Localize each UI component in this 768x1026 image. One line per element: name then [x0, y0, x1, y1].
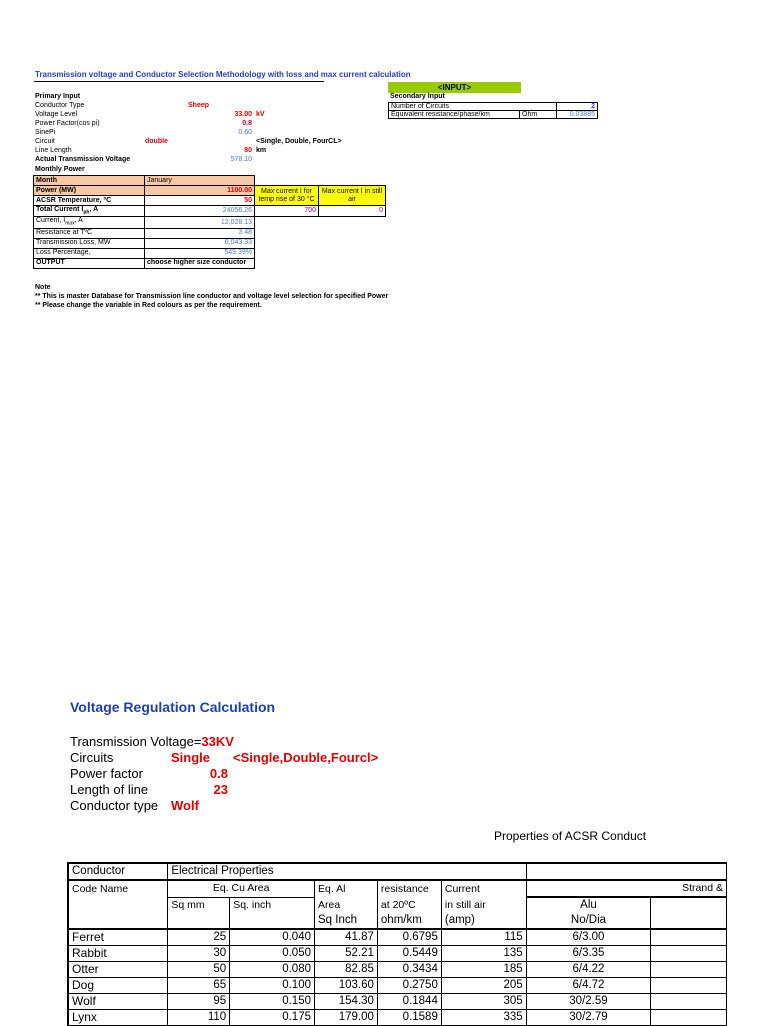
num-circuits-value[interactable]: 2: [557, 103, 598, 111]
voltage-level-label: Voltage Level: [35, 111, 78, 118]
cell-sq-inch: 0.175: [230, 1010, 315, 1026]
power-value[interactable]: 1100.00: [145, 186, 255, 196]
cell-current: 135: [441, 946, 526, 962]
vr-ctype-label: Conductor type: [70, 798, 159, 813]
max-temp-header: Max current I for temp rise of 30 °C: [255, 186, 319, 206]
circuit-options: <Single, Double, FourCL>: [256, 138, 342, 145]
cell-resistance: 0.3434: [377, 962, 441, 978]
note-label: Note: [35, 284, 51, 291]
cell-sq-inch: 0.040: [230, 929, 315, 946]
cell-sq-mm: 25: [168, 929, 230, 946]
h-code-name: Code Name: [68, 880, 168, 897]
output-label: OUTPUT: [34, 258, 145, 268]
cell-sq-inch: 0.100: [230, 978, 315, 994]
cell-current: 115: [441, 929, 526, 946]
h-strand: Strand &: [526, 880, 726, 897]
acsr-temp-label: ACSR Temperature, ºC: [34, 196, 145, 206]
month-label: Month: [34, 176, 145, 186]
circuit-label: Circuit: [35, 138, 55, 145]
h-at-20: at 20ºC: [377, 897, 441, 913]
cell-sq-mm: 65: [168, 978, 230, 994]
h-still-air: in still air: [441, 897, 526, 913]
sinepi-label: SinePi: [35, 129, 56, 136]
output-value: choose higher size conductor: [145, 258, 255, 268]
h-area: Area: [315, 897, 378, 913]
note-line-2: ** Please change the variable in Red colours as per the requirement.: [35, 302, 262, 309]
vr-pf-label: Power factor: [70, 766, 143, 781]
cell-resistance: 0.6795: [377, 929, 441, 946]
h-ohm-km: ohm/km: [377, 913, 441, 929]
loss-pct-value: 549.39%: [145, 248, 255, 258]
cell-conductor-name: Ferret: [68, 929, 168, 946]
cell-sq-mm: 30: [168, 946, 230, 962]
num-circuits-label: Number of Circuits: [389, 103, 557, 111]
table-row: [68, 929, 727, 946]
vr-title: Voltage Regulation Calculation: [70, 699, 276, 715]
cell-current: 335: [441, 1010, 526, 1026]
vr-ctype-value[interactable]: Wolf: [171, 798, 199, 813]
eq-resistance-value: 0.03885: [557, 111, 598, 119]
eq-resistance-unit: Ohm: [520, 111, 557, 119]
vr-voltage-label: Transmission Voltage=: [70, 734, 202, 749]
max-still-header: Max current I in still air: [319, 186, 386, 206]
cell-sq-inch: 0.080: [230, 962, 315, 978]
line-length-value[interactable]: 80: [244, 147, 252, 154]
voltage-level-value[interactable]: 33.00: [234, 111, 252, 118]
cell-conductor-name: Lynx: [68, 1010, 168, 1026]
table-row: [68, 978, 727, 994]
acsr-properties-table: [67, 862, 727, 1026]
total-current-label: Total Current $I_{ph}$, A: [34, 206, 145, 217]
h-electrical: Electrical Properties: [168, 863, 526, 880]
cell-eq-al-area: 179.00: [315, 1010, 378, 1026]
secondary-input-label: Secondary Input: [390, 93, 445, 100]
cell-eq-al-area: 52.21: [315, 946, 378, 962]
loss-label: Transmission Loss, MW: [34, 238, 145, 248]
h-alu: Alu: [526, 897, 651, 913]
cell-alu-strand: 6/3.35: [526, 946, 651, 962]
monthly-power-label: Monthly Power: [35, 166, 85, 173]
h-current: Current: [441, 880, 526, 897]
power-factor-value[interactable]: 0.8: [242, 120, 252, 127]
cell-alu-strand: 6/4.72: [526, 978, 651, 994]
conductor-type-value[interactable]: Sheep: [188, 102, 210, 109]
primary-input-label: Primary Input: [35, 93, 81, 100]
cell-sq-mm: 50: [168, 962, 230, 978]
cell-resistance: 0.1844: [377, 994, 441, 1010]
cell-conductor-name: Rabbit: [68, 946, 168, 962]
month-value[interactable]: January: [145, 176, 255, 186]
current-value: 12,028.13: [145, 217, 255, 228]
h-eq-al: Eq. Al: [315, 880, 378, 897]
cell-current: 305: [441, 994, 526, 1010]
table-row: [68, 994, 727, 1010]
cell-eq-al-area: 82.85: [315, 962, 378, 978]
power-label: Power (MW): [34, 186, 145, 196]
actual-voltage-label: Actual Transmission Voltage: [35, 156, 131, 163]
secondary-input-table: [388, 102, 598, 119]
h-sq-mm: Sq mm: [168, 897, 230, 913]
sheet-title: Transmission voltage and Conductor Selection Methodology with loss and max current calculation: [35, 70, 411, 79]
note-line-1: ** This is master Database for Transmission line conductor and voltage level selection for specified Power: [35, 293, 389, 300]
conductor-type-label: Conductor Type: [35, 102, 85, 109]
resistance-label: Resistance at TºC: [34, 228, 145, 238]
line-length-unit: km: [256, 147, 267, 154]
cell-resistance: 0.5449: [377, 946, 441, 962]
cell-sq-mm: 95: [168, 994, 230, 1010]
eq-resistance-label: Equivalent resistance/phase/km: [389, 111, 520, 119]
voltage-level-unit: kV: [256, 111, 265, 118]
resistance-value: 3.48: [145, 228, 255, 238]
monthly-power-grid: [33, 175, 386, 269]
cell-alu-strand: 6/3.00: [526, 929, 651, 946]
h-amp: (amp): [441, 913, 526, 929]
cell-sq-inch: 0.150: [230, 994, 315, 1010]
cell-eq-al-area: 103.60: [315, 978, 378, 994]
cell-alu-strand: 30/2.59: [526, 994, 651, 1010]
cell-resistance: 0.1589: [377, 1010, 441, 1026]
acsr-temp-value[interactable]: 50: [145, 196, 255, 206]
title-underline: [34, 81, 324, 82]
table-row: [68, 962, 727, 978]
cell-sq-mm: 110: [168, 1010, 230, 1026]
power-factor-label: Power Factor(cos pi): [35, 120, 100, 127]
circuit-value[interactable]: double: [145, 138, 168, 145]
h-sq-inch-2: Sq Inch: [315, 913, 378, 929]
table-row: [68, 946, 727, 962]
vr-circuits-label: Circuits: [70, 750, 114, 765]
loss-value: 6,043.33: [145, 238, 255, 248]
cell-eq-al-area: 154.30: [315, 994, 378, 1010]
h-sq-inch: Sq. inch: [230, 897, 315, 913]
cell-current: 205: [441, 978, 526, 994]
vr-circuits-options: <Single,Double,Fourcl>: [233, 750, 379, 765]
vr-pf-value[interactable]: 0.8: [209, 766, 228, 781]
sinepi-value: 0.60: [238, 129, 252, 136]
total-current-value: 24056.26: [145, 206, 255, 217]
vr-length-value[interactable]: 23: [213, 782, 228, 797]
input-banner: <INPUT>: [388, 82, 521, 93]
cell-conductor-name: Otter: [68, 962, 168, 978]
max-still-value: 0: [319, 206, 386, 217]
vr-circuits-value[interactable]: Single: [171, 750, 211, 765]
h-resistance: resistance: [377, 880, 441, 897]
cell-current: 185: [441, 962, 526, 978]
actual-voltage-value: 578.10: [230, 156, 252, 163]
loss-pct-label: Loss Percentage,: [34, 248, 145, 258]
max-temp-value: 700: [255, 206, 319, 217]
h-eq-cu-area: Eq. Cu Area: [168, 880, 315, 897]
vr-voltage-value[interactable]: 33KV: [201, 734, 234, 749]
cell-alu-strand: 6/4.22: [526, 962, 651, 978]
acsr-table-wrap: [67, 862, 723, 1024]
table-row: [68, 1010, 727, 1026]
cell-conductor-name: Dog: [68, 978, 168, 994]
line-length-label: Line Length: [35, 147, 72, 154]
h-no-dia: No/Dia: [526, 913, 651, 929]
current-label: Current, $I_{max}$, A: [34, 217, 145, 228]
cell-conductor-name: Wolf: [68, 994, 168, 1010]
cell-resistance: 0.2750: [377, 978, 441, 994]
vr-length-label: Length of line: [70, 782, 149, 797]
cell-sq-inch: 0.050: [230, 946, 315, 962]
cell-eq-al-area: 41.87: [315, 929, 378, 946]
acsr-caption: Properties of ACSR Conduct: [494, 829, 647, 843]
h-conductor: Conductor: [68, 863, 168, 880]
vr-voltage-row: [70, 734, 234, 749]
cell-alu-strand: 30/2.79: [526, 1010, 651, 1026]
